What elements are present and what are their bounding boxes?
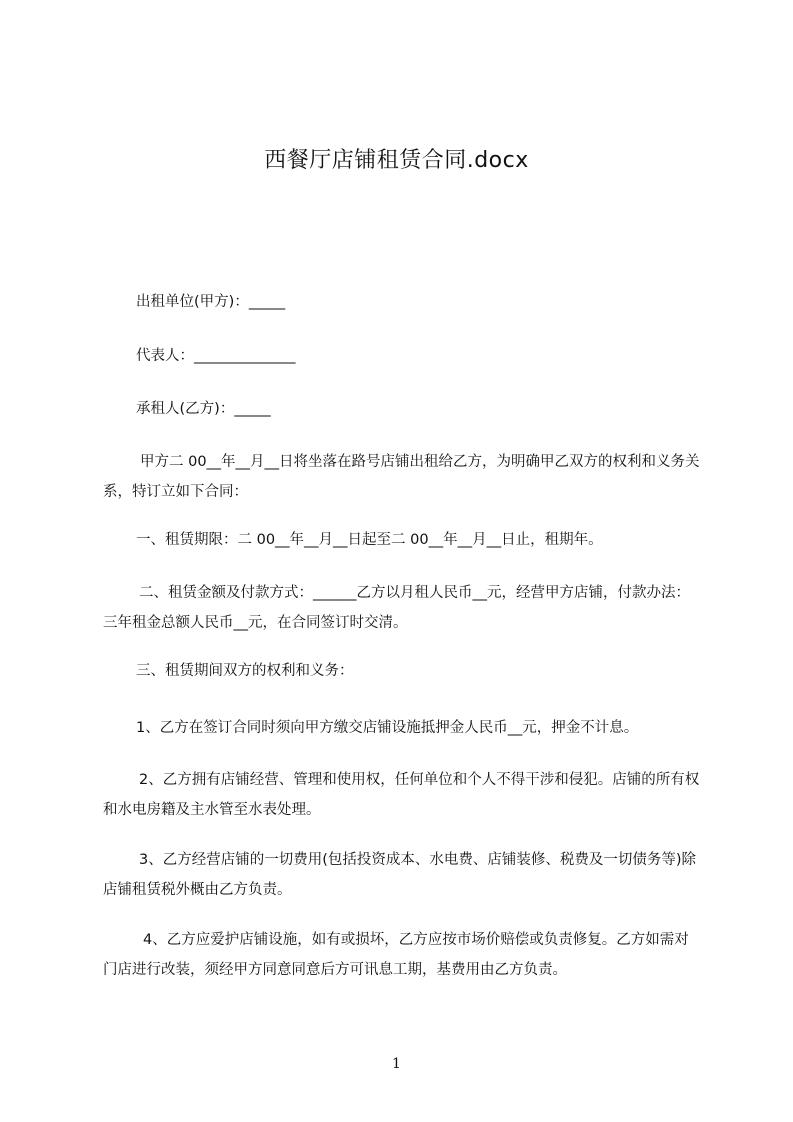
clause-expenses: 3、乙方经营店铺的一切费用(包括投资成本、水电费、店铺装修、税费及一切债务等)除店铺租赁税外概由乙方负责。 (103, 852, 697, 898)
page-number: 1 (392, 1056, 401, 1072)
lessor-line: 出租单位(甲方)：_____ (136, 294, 286, 310)
representative-line: 代表人：______________ (136, 348, 296, 364)
lease-term-clause: 一、租赁期限：二 00__年__月__日起至二 00__年__月__日止，租期年。 (136, 532, 603, 548)
clause-deposit: 1、乙方在签订合同时须向甲方缴交店铺设施抵押金人民币__元，押金不计息。 (136, 720, 639, 736)
rent-payment-clause: 二、租赁金额及付款方式：______乙方以月租人民币__元，经营甲方店铺，付款办法：三年租金总额人民币__元，在合同签订时交清。 (103, 585, 690, 631)
document-title: 西餐厅店铺租赁合同.docx (264, 148, 529, 173)
lessee-line: 承租人(乙方)：_____ (136, 401, 271, 417)
clause-operation-rights: 2、乙方拥有店铺经营、管理和使用权，任何单位和个人不得干涉和侵犯。店铺的所有权和水电房籍及主水管至水表处理。 (103, 772, 700, 818)
clause-facility-care: 4、乙方应爱护店铺设施，如有或损坏，乙方应按市场价赔偿或负责修复。乙方如需对门店进行改装，须经甲方同意同意后方可讯息工期，基费用由乙方负责。 (103, 932, 689, 978)
rights-obligations-heading: 三、租赁期间双方的权利和义务： (136, 663, 354, 679)
preamble-paragraph: 甲方二 00__年__月__日将坐落在路号店铺出租给乙方，为明确甲乙双方的权利和义务关系，特订立如下合同： (103, 454, 700, 500)
